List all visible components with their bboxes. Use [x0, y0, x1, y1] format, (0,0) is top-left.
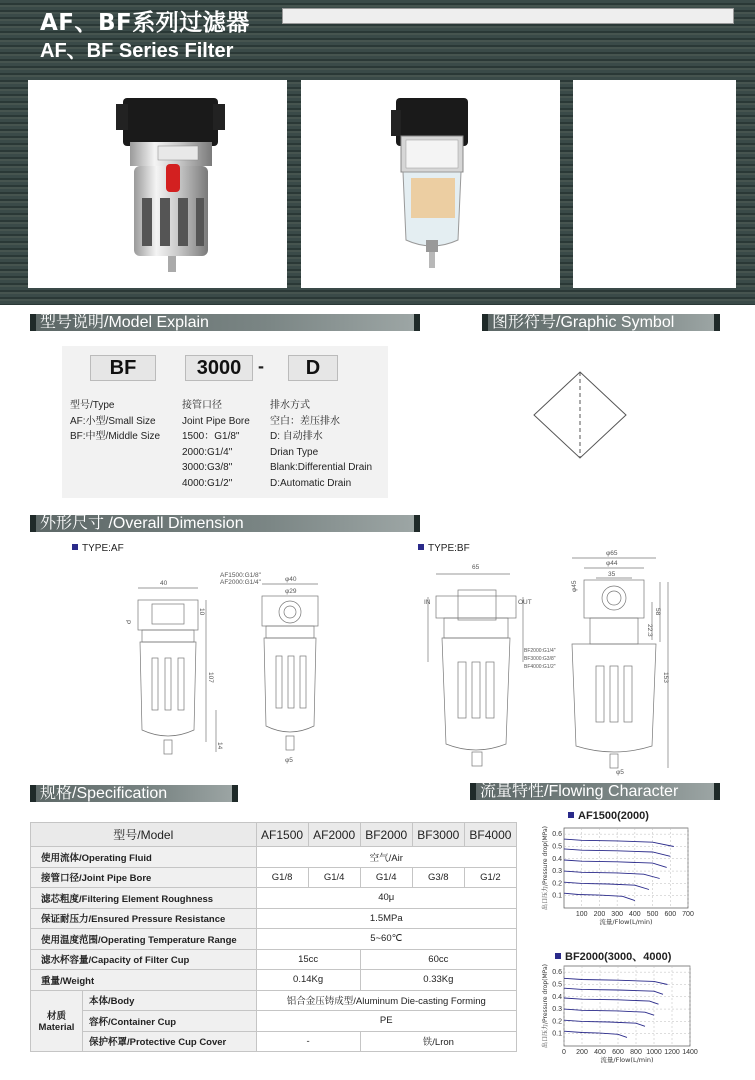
- model-drain-column: [270, 398, 372, 491]
- chart-af1500: [540, 822, 700, 932]
- type-af-label: TYPE:AF: [72, 543, 124, 554]
- chart1-y-tick-label: 0.3: [552, 868, 562, 876]
- table-row: [31, 990, 517, 1011]
- page-title-cn: AF、BF系列过滤器: [40, 10, 250, 36]
- chart2-series-line-2: [564, 988, 663, 994]
- chart2-x-tick-label: 800: [630, 1049, 642, 1056]
- bf-note-2000: BF2000:G1/4": [524, 648, 556, 654]
- section-header-graphic-symbol: 图形符号/Graphic Symbol: [482, 314, 720, 331]
- spec-value-bore-af1500: G1/8: [256, 867, 308, 888]
- chart1-x-tick-label: 300: [611, 911, 623, 918]
- model-drain-blank-en: Blank:Differential Drain: [270, 462, 373, 473]
- spec-header-bf2000: BF2000: [360, 823, 412, 847]
- bf-dim-58: 58: [654, 608, 661, 616]
- chart2-x-tick-label: 400: [594, 1049, 606, 1056]
- spec-value-container-cup: PE: [256, 1011, 516, 1032]
- bf-dimension-drawing: [420, 550, 669, 777]
- chart1-y-tick-label: 0.6: [552, 831, 562, 839]
- bf-dim-65: 65: [472, 564, 480, 571]
- chart2-y-axis-label: 出口压力/Pressure drop(MPa): [542, 963, 549, 1049]
- model-code-dash: -: [258, 356, 264, 376]
- page-title-en: AF、BF Series Filter: [40, 40, 234, 62]
- chart1-y-tick-label: 0.2: [552, 880, 562, 888]
- spec-label-cup-cover: 保护杯罩/Protective Cup Cover: [83, 1031, 257, 1052]
- spec-label-temperature: 使用温度范围/Operating Temperature Range: [31, 929, 257, 950]
- spec-header-bf4000: BF4000: [464, 823, 516, 847]
- chart2-x-tick-label: 1200: [664, 1049, 680, 1056]
- chart1-title: AF1500(2000): [568, 810, 649, 822]
- af-dim-phi29: φ29: [285, 588, 297, 595]
- model-bore-1500: 1500：G1/8": [182, 431, 240, 442]
- af-dimension-drawing: [110, 560, 340, 775]
- model-drain-blank-cn: 空白：差压排水: [270, 415, 340, 427]
- spec-label-material: 材质 Material: [31, 990, 83, 1052]
- bf-note-3000: BF3000:G3/8": [524, 656, 556, 662]
- spec-value-pressure: 1.5MPa: [256, 908, 516, 929]
- spec-header-bf3000: BF3000: [412, 823, 464, 847]
- chart-bf2000: [540, 962, 705, 1070]
- chart1-y-axis-label: 出口压力/Pressure drop(MPa): [542, 825, 549, 911]
- spec-value-fluid: 空气/Air: [256, 847, 516, 868]
- spec-label-bore: 接管口径/Joint Pipe Bore: [31, 867, 257, 888]
- bf-dim-phi5: φ5: [616, 769, 624, 776]
- bf-dim-22-3: 22.3: [646, 624, 653, 637]
- bf-dim-153: 153: [662, 672, 669, 683]
- chart2-series-line-3: [564, 998, 659, 1004]
- spec-table: [30, 822, 517, 1052]
- table-row: [31, 1011, 517, 1032]
- spec-value-capacity-bf: 60cc: [360, 949, 516, 970]
- spec-value-roughness: 40μ: [256, 888, 516, 909]
- spec-header-model: 型号/Model: [31, 823, 257, 847]
- bf-label-out: OUT: [518, 599, 532, 606]
- spec-label-weight: 重量/Weight: [31, 970, 257, 991]
- af-dim-p: P: [124, 620, 131, 625]
- photo-blank: [573, 80, 736, 288]
- model-drain-title-cn: 排水方式: [270, 400, 310, 411]
- table-row: [31, 970, 517, 991]
- spec-value-bore-bf3000: G3/8: [412, 867, 464, 888]
- chart1-series-line-1: [564, 839, 674, 846]
- model-type-bf: BF:中型/Middle Size: [70, 431, 161, 442]
- spec-value-bore-bf2000: G1/4: [360, 867, 412, 888]
- chart2-series-line-6: [564, 1031, 627, 1037]
- model-type-title: 型号/Type: [70, 400, 115, 411]
- chart1-x-tick-label: 600: [664, 911, 677, 918]
- model-code-series: BF: [90, 355, 156, 381]
- spec-header-af2000: AF2000: [308, 823, 360, 847]
- model-type-column: [70, 398, 160, 445]
- af-filter-image: [28, 80, 287, 288]
- spec-label-container-cup: 容杯/Container Cup: [83, 1011, 257, 1032]
- af-dim-phi40: φ40: [285, 576, 297, 583]
- chart2-y-tick-label: 0.1: [552, 1030, 562, 1038]
- chart2-series-line-5: [564, 1020, 645, 1026]
- spec-value-bore-bf4000: G1/2: [464, 867, 516, 888]
- chart1-y-tick-label: 0.4: [552, 855, 562, 863]
- spec-value-weight-bf: 0.33Kg: [360, 970, 516, 991]
- chart1-y-tick-label: 0.5: [552, 843, 562, 851]
- chart2-x-tick-label: 200: [576, 1049, 588, 1056]
- type-bf-label: TYPE:BF: [418, 543, 470, 554]
- section-header-specification: 规格/Specification: [30, 785, 238, 802]
- spec-value-weight-af: 0.14Kg: [256, 970, 360, 991]
- table-row: [31, 908, 517, 929]
- chart2-y-tick-label: 0.2: [552, 1018, 562, 1026]
- model-bore-3000: 3000:G3/8": [182, 462, 233, 473]
- spec-value-bore-af2000: G1/4: [308, 867, 360, 888]
- chart2-y-tick-label: 0.5: [552, 981, 562, 989]
- model-bore-column: [182, 398, 250, 491]
- graphic-symbol: [530, 370, 630, 460]
- af-dim-14: 14: [216, 742, 223, 750]
- table-row: [31, 847, 517, 868]
- chart1-series-line-4: [564, 871, 660, 878]
- spec-value-body: 铝合金压铸成型/Aluminum Die-casting Forming: [256, 990, 516, 1011]
- bf-filter-image: [301, 80, 560, 288]
- spec-label-capacity: 滤水杯容量/Capacity of Filter Cup: [31, 949, 257, 970]
- spec-label-fluid: 使用流体/Operating Fluid: [31, 847, 257, 868]
- spec-label-roughness: 滤芯粗度/Filtering Element Roughness: [31, 888, 257, 909]
- model-drain-title-en: Drian Type: [270, 446, 319, 458]
- spec-label-pressure: 保证耐压力/Ensured Pressure Resistance: [31, 908, 257, 929]
- af-dim-10: 10: [198, 608, 205, 616]
- table-row: [31, 1031, 517, 1052]
- chart2-y-tick-label: 0.4: [552, 993, 562, 1001]
- chart2-x-tick-label: 1400: [682, 1049, 698, 1056]
- section-header-model-explain: 型号说明/Model Explain: [30, 314, 420, 331]
- spec-label-body: 本体/Body: [83, 990, 257, 1011]
- chart2-y-tick-label: 0.3: [552, 1006, 562, 1014]
- spec-value-cup-cover-bf: 铁/Lron: [360, 1031, 516, 1052]
- chart2-x-tick-label: 1000: [646, 1049, 662, 1056]
- chart1-series-line-3: [564, 860, 667, 867]
- model-bore-2000: 2000:G1/4": [182, 446, 233, 458]
- bf-dim-phi45: φ45: [571, 580, 578, 592]
- chart2-y-tick-label: 0.6: [552, 969, 562, 977]
- table-row: [31, 888, 517, 909]
- chart2-x-tick-label: 600: [612, 1049, 624, 1056]
- chart1-x-tick-label: 400: [629, 911, 641, 918]
- section-header-flowing-character: 流量特性/Flowing Character: [470, 783, 720, 800]
- af-dim-107: 107: [207, 672, 214, 683]
- spec-header-af1500: AF1500: [256, 823, 308, 847]
- model-code-drain: D: [288, 355, 338, 381]
- model-drain-d-cn: D: 自动排水: [270, 431, 323, 442]
- title-bar: [282, 8, 734, 24]
- table-row: [31, 929, 517, 950]
- table-row: [31, 949, 517, 970]
- model-bore-title-en: Joint Pipe Bore: [182, 415, 250, 427]
- model-bore-title-cn: 接管口径: [182, 400, 222, 411]
- bf-note-4000: BF4000:G1/2": [524, 664, 556, 670]
- chart2-series-line-1: [564, 978, 668, 984]
- chart2-x-tick-label: 0: [562, 1049, 566, 1056]
- af-dim-40: 40: [160, 580, 168, 587]
- table-row: [31, 867, 517, 888]
- model-code-size: 3000: [185, 355, 253, 381]
- chart2-title: BF2000(3000、4000): [555, 948, 671, 964]
- af-note-2000: AF2000:G1/4": [220, 579, 261, 586]
- model-bore-4000: 4000:G1/2": [182, 477, 233, 489]
- bf-label-in: IN: [424, 599, 431, 606]
- model-drain-d-en: D:Automatic Drain: [270, 477, 352, 489]
- spec-value-temperature: 5~60℃: [256, 929, 516, 950]
- spec-value-capacity-af: 15cc: [256, 949, 360, 970]
- af-note-1500: AF1500:G1/8": [220, 572, 261, 579]
- chart1-y-tick-label: 0.1: [552, 892, 562, 900]
- model-type-af: AF:小型/Small Size: [70, 415, 156, 427]
- chart1-x-tick-label: 200: [593, 911, 606, 918]
- chart2-plot-frame: [564, 966, 690, 1046]
- af-dim-phi5: φ5: [285, 757, 293, 764]
- spec-value-cup-cover-af: -: [256, 1031, 360, 1052]
- bf-dim-phi44: φ44: [606, 560, 618, 567]
- chart2-x-axis-label: 流量/Flow(L/min): [600, 1056, 654, 1064]
- chart2-series-line-4: [564, 1009, 654, 1015]
- chart1-x-axis-label: 流量/Flow(L/min): [599, 918, 653, 926]
- bf-dim-phi65: φ65: [606, 550, 618, 557]
- bf-dim-35: 35: [608, 571, 616, 578]
- spec-header-row: [31, 823, 517, 847]
- photo-af-filter: [28, 80, 287, 288]
- chart1-x-tick-label: 500: [646, 911, 659, 918]
- chart1-x-tick-label: 700: [682, 911, 694, 918]
- photo-bf-filter: [301, 80, 560, 288]
- chart1-x-tick-label: 100: [575, 911, 588, 918]
- section-header-overall-dimension: 外形尺寸 /Overall Dimension: [30, 515, 420, 532]
